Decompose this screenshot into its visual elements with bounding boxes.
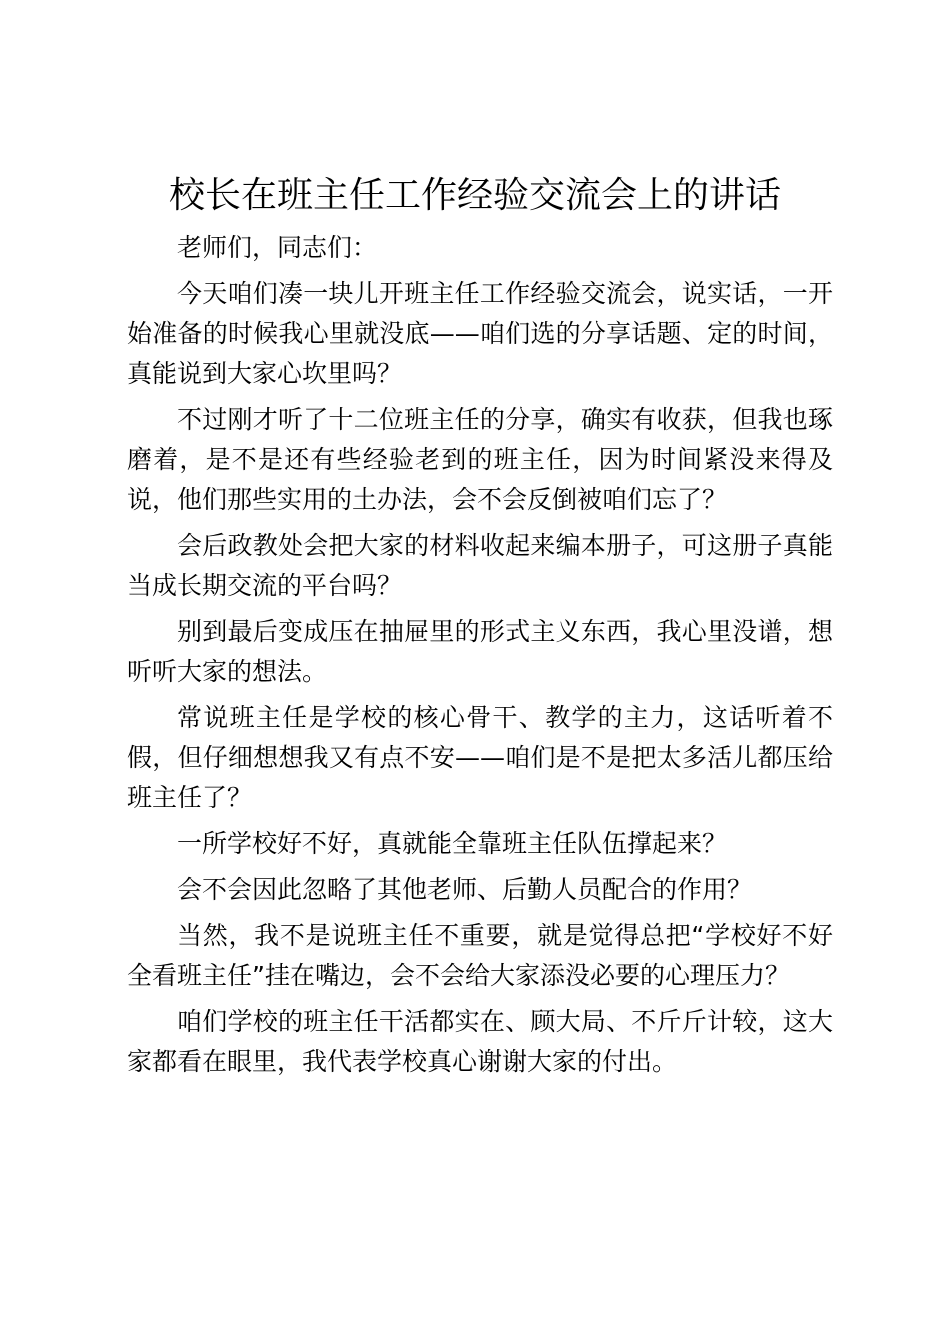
paragraph: 咱们学校的班主任干活都实在、顾大局、不斤斤计较，这大家都看在眼里，我代表学校真心谢谢大家的付出。: [127, 1007, 833, 1076]
document-title: 校长在班主任工作经验交流会上的讲话: [168, 175, 781, 216]
paragraph: 会后政教处会把大家的材料收起来编本册子，可这册子真能当成长期交流的平台吗？: [127, 531, 833, 600]
paragraph: 不过刚才听了十二位班主任的分享，确实有收获，但我也琢磨着，是不是还有些经验老到的班主任，因为时间紧没来得及说，他们那些实用的土办法，会不会反倒被咱们忘了？: [127, 405, 833, 514]
paragraph: 常说班主任是学校的核心骨干、教学的主力，这话听着不假，但仔细想想我又有点不安——咱们是不是把太多活儿都压给班主任了？: [127, 703, 833, 812]
paragraph: 别到最后变成压在抽屉里的形式主义东西，我心里没谱，想听听大家的想法。: [127, 617, 833, 686]
paragraph: 一所学校好不好，真就能全靠班主任队伍撑起来？: [177, 829, 728, 858]
paragraph: 会不会因此忽略了其他老师、后勤人员配合的作用？: [177, 875, 753, 904]
paragraph: 今天咱们凑一块儿开班主任工作经验交流会，说实话，一开始准备的时候我心里就没底——咱们选的分享话题、定的时间，真能说到大家心坎里吗？: [127, 279, 833, 388]
paragraph: 当然，我不是说班主任不重要，就是觉得总把“学校好不好全看班主任”挂在嘴边，会不会给大家添没必要的心理压力？: [127, 921, 833, 990]
paragraph-salutation: 老师们，同志们：: [177, 233, 378, 262]
document-body: [127, 228, 833, 1088]
